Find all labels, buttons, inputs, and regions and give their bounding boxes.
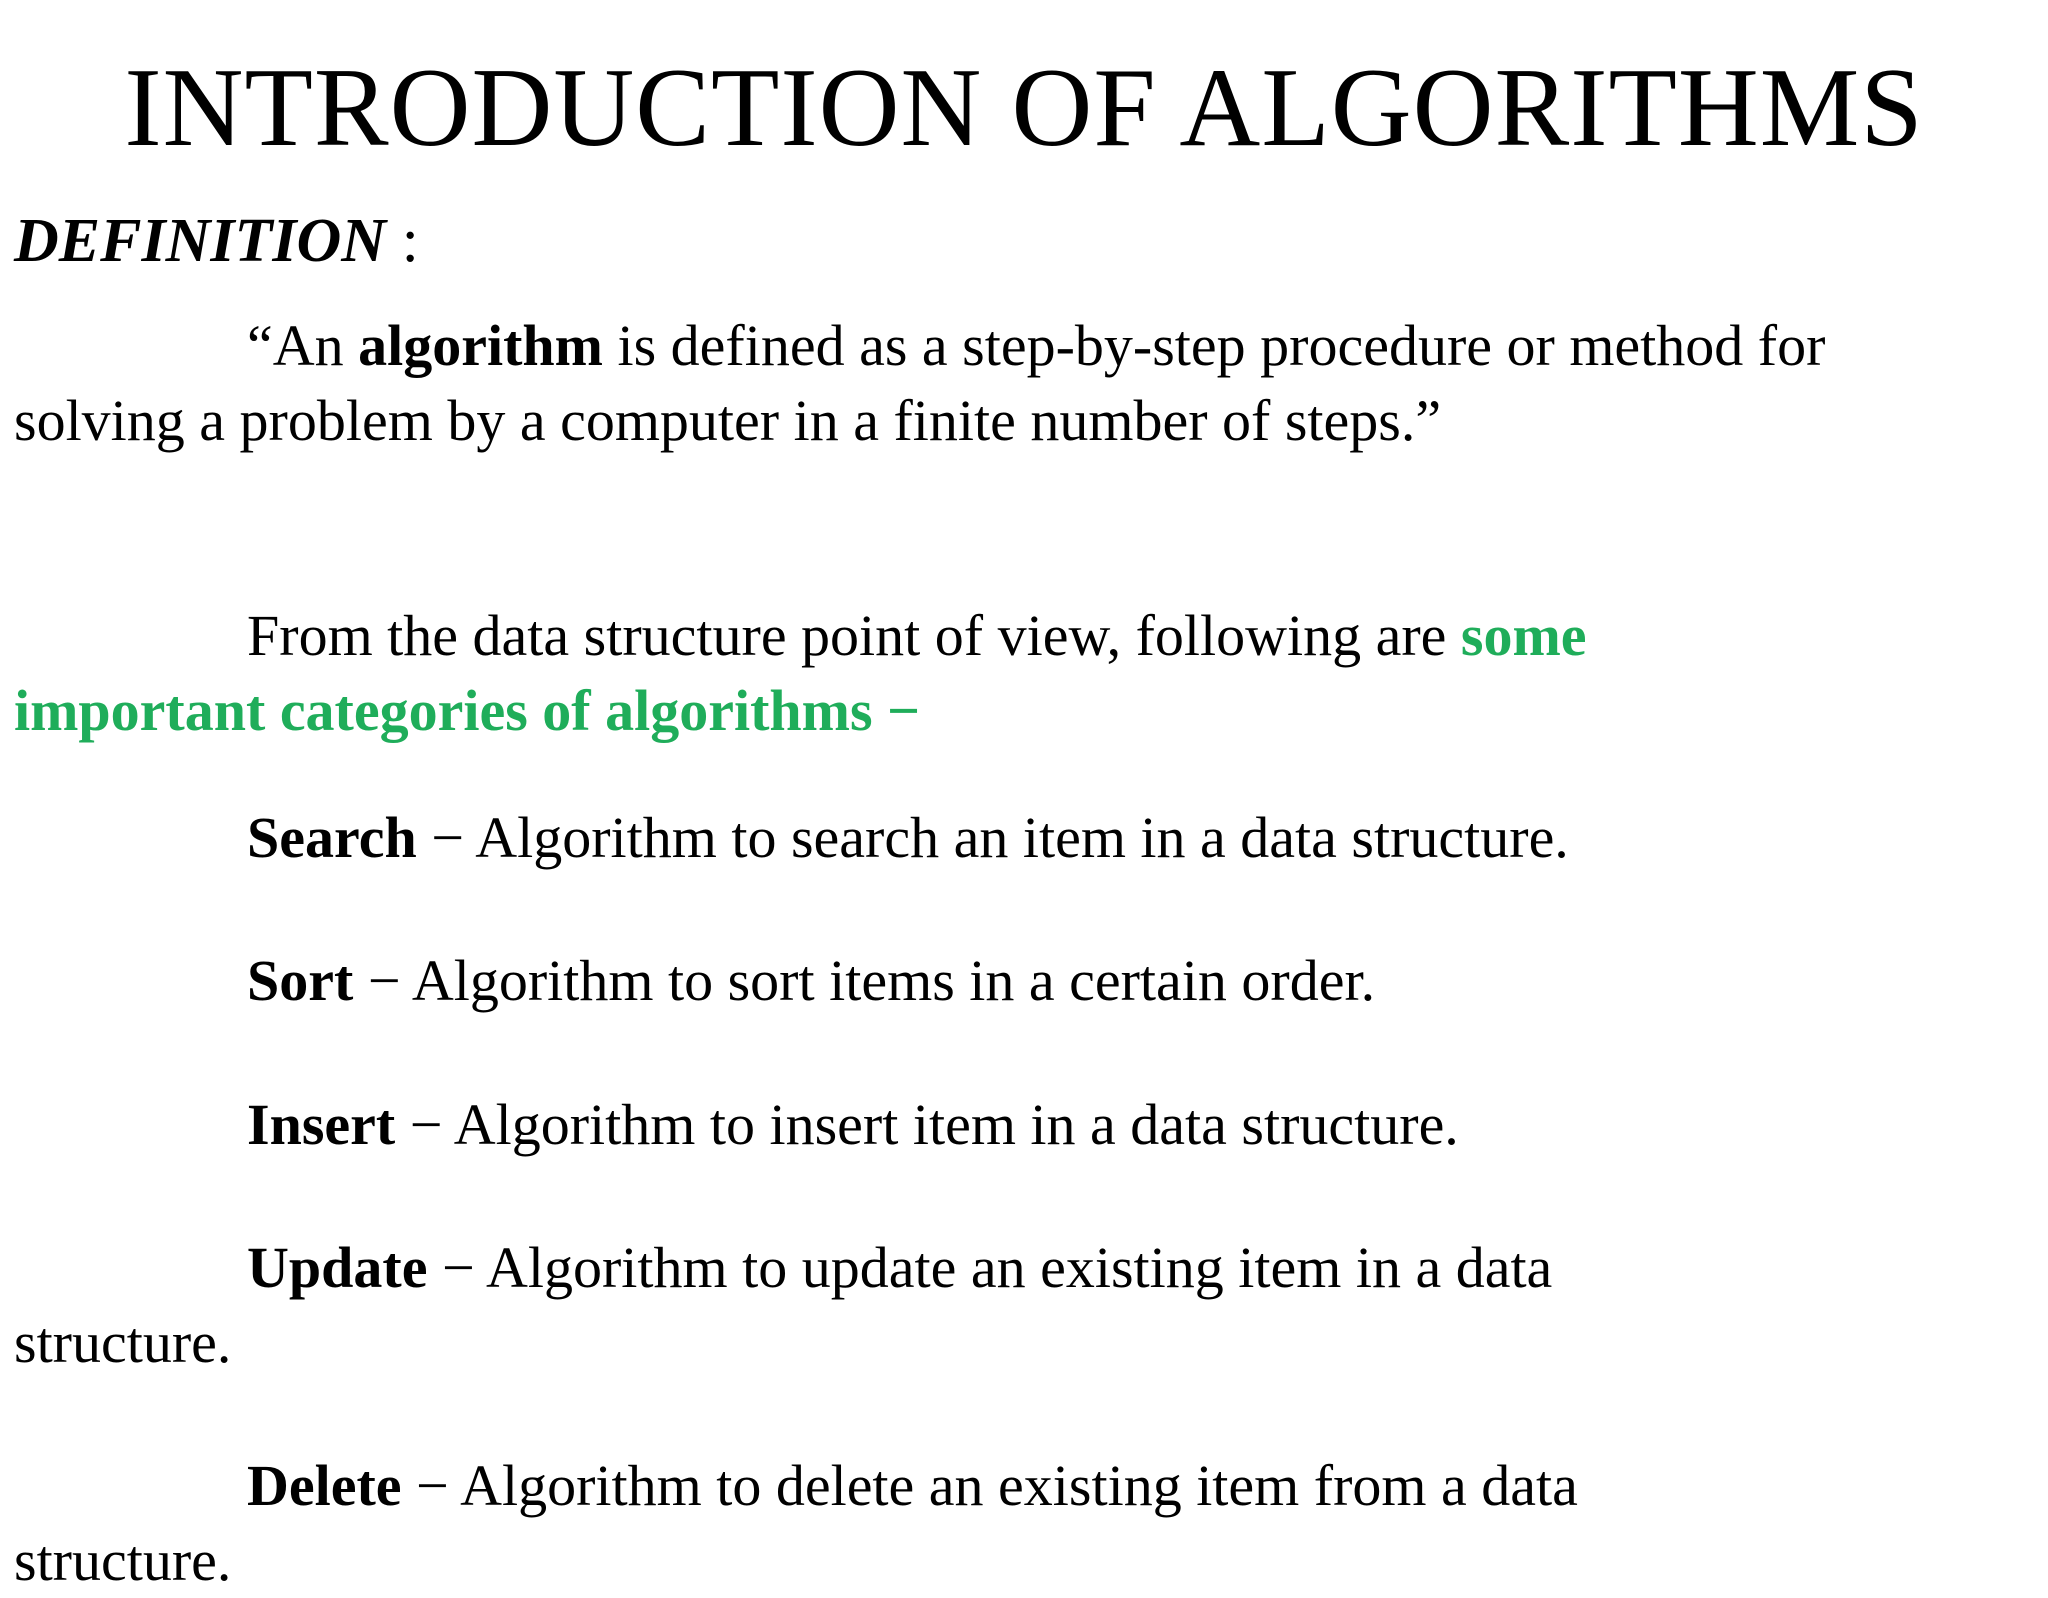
category-separator: − (427, 1235, 486, 1300)
definition-heading (14, 206, 419, 276)
category-separator: − (401, 1453, 461, 1518)
definition-heading-colon: : (386, 207, 419, 275)
category-item-insert (14, 1087, 2014, 1162)
category-description: Algorithm to search an item in a data structure. (475, 805, 1569, 870)
category-separator: − (416, 805, 476, 870)
category-separator: − (353, 948, 412, 1013)
category-item-update (14, 1230, 2014, 1380)
category-continuation: structure. (14, 1310, 232, 1375)
definition-line1-rest: is defined as a step-by-step procedure or method for (603, 313, 1826, 378)
category-description: Algorithm to update an existing item in a data (485, 1235, 1553, 1300)
categories-intro-lead: From the data structure point of view, following are (247, 603, 1461, 668)
category-continuation: structure. (14, 1528, 232, 1593)
categories-highlight-line2: important categories of algorithms − (14, 678, 921, 743)
category-name: Update (247, 1235, 428, 1300)
definition-line2: solving a problem by a computer in a finite number of steps.” (14, 388, 1442, 453)
category-item-sort (14, 943, 2014, 1018)
definition-paragraph (14, 308, 2014, 458)
category-item-delete (14, 1448, 2014, 1598)
category-description: Algorithm to sort items in a certain order. (411, 948, 1376, 1013)
page-title: INTRODUCTION OF ALGORITHMS (124, 46, 1924, 170)
category-separator: − (395, 1092, 454, 1157)
category-name: Search (247, 805, 417, 870)
category-description: Algorithm to delete an existing item from a data (460, 1453, 1578, 1518)
category-item-search (14, 800, 2014, 875)
definition-term: algorithm (358, 313, 603, 378)
categories-intro-paragraph (14, 598, 2014, 748)
category-name: Insert (247, 1092, 396, 1157)
definition-heading-label: DEFINITION (14, 207, 387, 275)
definition-quote-open: “An (247, 313, 359, 378)
category-name: Delete (247, 1453, 402, 1518)
categories-highlight-line1: some (1460, 603, 1587, 668)
category-description: Algorithm to insert item in a data structure. (453, 1092, 1459, 1157)
category-name: Sort (247, 948, 354, 1013)
